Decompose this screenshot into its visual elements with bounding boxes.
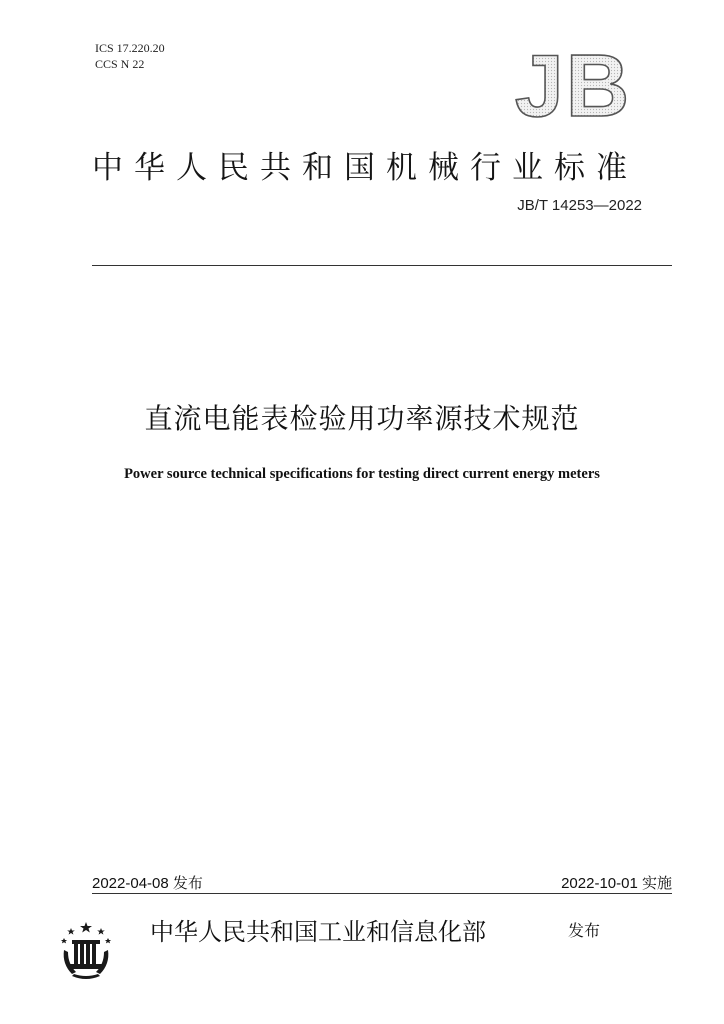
ministry-emblem-icon (58, 920, 114, 982)
jb-logo (508, 48, 638, 124)
standard-type: 中华人民共和国机械行业标准 (92, 150, 638, 186)
divider-bottom (92, 893, 672, 894)
divider-top (92, 265, 672, 266)
ccs-code: CCS N 22 (95, 57, 145, 71)
standard-number: JB/T 14253—2022 (517, 197, 642, 214)
implementation-date: 2022-10-01 实施 (561, 875, 672, 892)
issue-date: 2022-04-08 发布 (92, 875, 203, 892)
ics-code: ICS 17.220.20 (95, 41, 165, 55)
jb-logo-text: JB (514, 48, 632, 124)
title-chinese: 直流电能表检验用功率源技术规范 (144, 402, 580, 435)
title-english: Power source technical specifications for testing direct current energy meters (124, 466, 600, 482)
issue-label: 发布 (568, 921, 601, 940)
issuing-authority: 中华人民共和国工业和信息化部 (150, 918, 486, 946)
classification-codes (95, 40, 165, 72)
